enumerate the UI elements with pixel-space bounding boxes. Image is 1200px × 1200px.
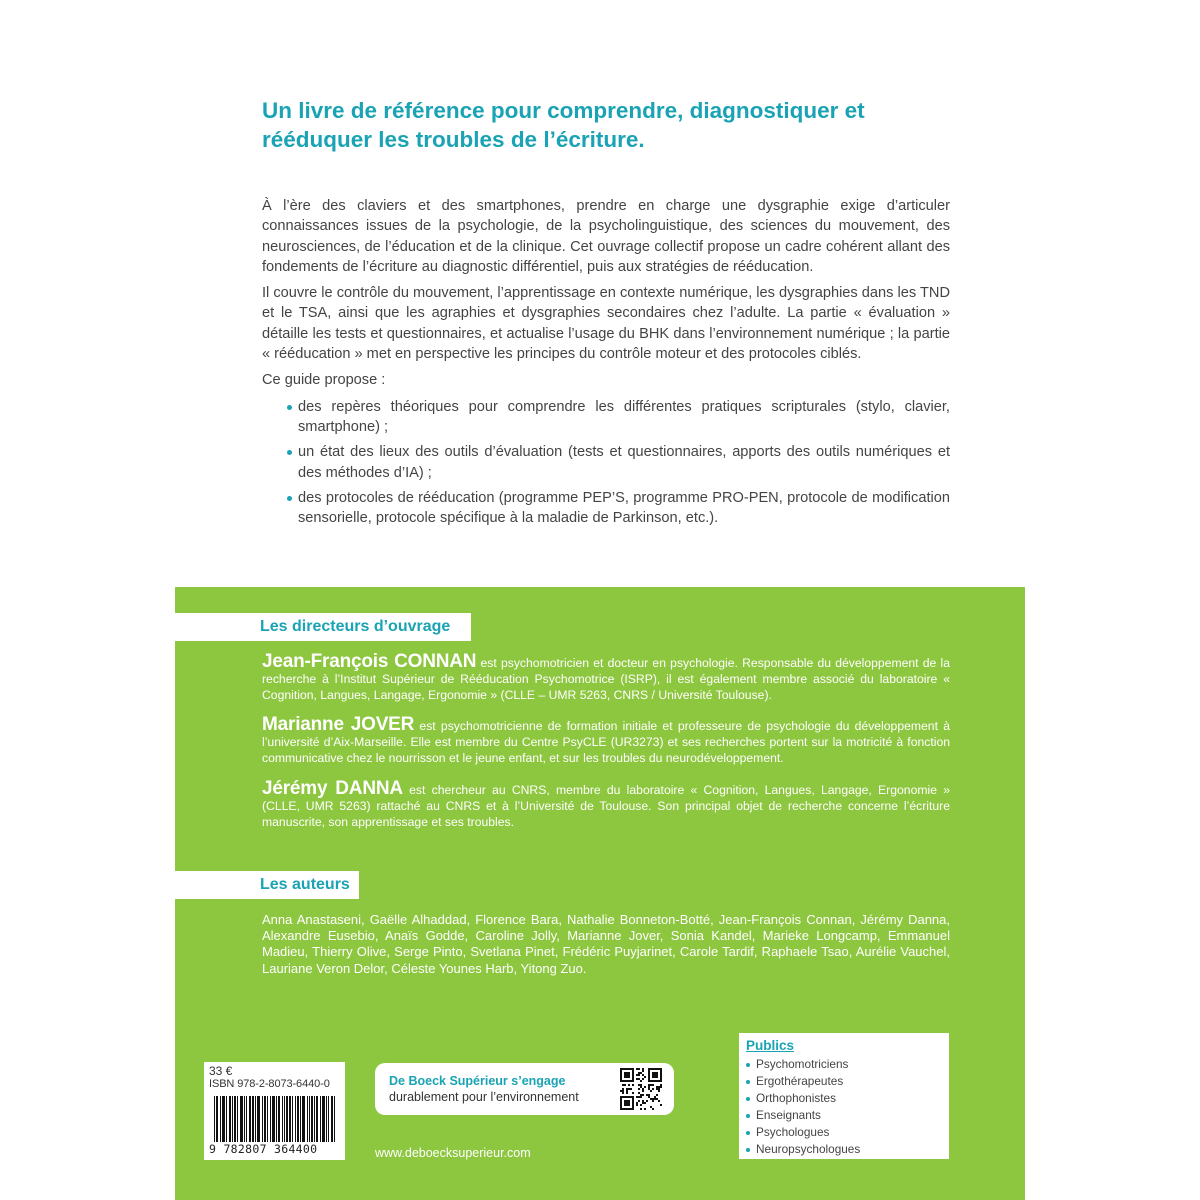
- publics-box: [739, 1033, 949, 1159]
- intro-paragraph: Il couvre le contrôle du mouvement, l’apprentissage en contexte numérique, les dysgraphies dans les TND et le TSA, ainsi que les agraphies et dysgraphies secondaires chez l’adulte. La partie « évaluation » détaille les tests et questionnaires, et actualise l’usage du BHK dans l’environnement numérique ; la partie « rééducation » met en perspective les principes du contrôle moteur et des protocoles ciblés.: [262, 285, 950, 363]
- website-link[interactable]: www.deboecksuperieur.com: [375, 1146, 531, 1160]
- feature-list: [262, 397, 950, 529]
- barcode-icon: [214, 1096, 336, 1142]
- feature-list-item: un état des lieux des outils d’évaluation (tests et questionnaires, apports des outils numériques et des méthodes d’IA) ;: [298, 442, 950, 483]
- director-bio: [262, 714, 950, 766]
- director-bio-text: est chercheur au CNRS, membre du laboratoire « Cognition, Langues, Langage, Ergonomie » (CLLE, UMR 5263) rattaché au CNRS et à l’Université de Toulouse. Son principal objet de recherche concerne l’écriture manuscrite, son apprentissage et ses troubles.: [262, 783, 950, 829]
- publics-item: Psychologues: [746, 1124, 949, 1141]
- eco-commitment-text: durablement pour l’environnement: [389, 1090, 579, 1104]
- director-name: Marianne JOVER: [262, 714, 415, 735]
- publics-item: Orthophonistes: [746, 1090, 949, 1107]
- director-bio: [262, 778, 950, 830]
- publics-title: Publics: [746, 1038, 795, 1053]
- headline: Un livre de référence pour comprendre, diagnostiquer et rééduquer les troubles de l’écriture.: [262, 98, 865, 152]
- director-bio-text: est psychomotricienne de formation initiale et professeure de psychologie du développement à l’université d’Aix-Marseille. Elle est membre du Centre PsyCLE (UR3273) et ses recherches portent sur la motricité à fonction communicative chez le nourrisson et le jeune enfant, et sur les troubles du neurodéveloppement.: [262, 719, 950, 765]
- publics-item: Ergothérapeutes: [746, 1073, 949, 1090]
- feature-list-item: des protocoles de rééducation (programme PEP’S, programme PRO-PEN, protocole de modification sensorielle, protocole spécifique à la maladie de Parkinson, etc.).: [298, 488, 950, 529]
- director-bio-text: est psychomotricien et docteur en psychologie. Responsable du développement de la recherche à l’Institut Supérieur de Rééducation Psychomotrice (ISRP), il est également membre associé du laboratoire « Cognition, Langues, Langage, Ergonomie » (CLLE – UMR 5263, CNRS / Université Toulouse).: [262, 656, 950, 702]
- director-name: Jean-François CONNAN: [262, 651, 477, 672]
- directors-heading: Les directeurs d’ouvrage: [175, 613, 471, 641]
- publics-item: Psychomotriciens: [746, 1056, 949, 1073]
- eco-commitment-banner: [375, 1063, 674, 1115]
- isbn: ISBN 978-2-8073-6440-0: [209, 1078, 330, 1090]
- feature-list-item: des repères théoriques pour comprendre les différentes pratiques scripturales (stylo, clavier, smartphone) ;: [298, 397, 950, 438]
- director-name: Jérémy DANNA: [262, 778, 403, 799]
- eco-commitment-title: De Boeck Supérieur s’engage: [389, 1074, 566, 1088]
- barcode-number: 9 782807 364400: [209, 1142, 318, 1156]
- price-isbn-box: [204, 1062, 345, 1160]
- authors-heading: Les auteurs: [175, 871, 359, 899]
- price: 33 €: [209, 1064, 233, 1078]
- authors-list: Anna Anastaseni, Gaëlle Alhaddad, Florence Bara, Nathalie Bonneton-Botté, Jean-François Connan, Jérémy Danna, Alexandre Eusebio, Anaïs Godde, Caroline Jolly, Marianne Jover, Sonia Kandel, Marieke Longcamp, Emmanuel Madieu, Thierry Olive, Serge Pinto, Svetlana Pinet, Frédéric Puyjarinet, Carole Tardif, Raphaele Tsao, Aurélie Vauchel, Lauriane Veron Delor, Céleste Younes Harb, Yitong Zuo.: [262, 912, 950, 976]
- intro-paragraph: À l’ère des claviers et des smartphones, prendre en charge une dysgraphie exige d’articuler connaissances issues de la psychologie, de la psycholinguistique, des sciences du mouvement, des neurosciences, de l’éducation et de la clinique. Cet ouvrage collectif propose un cadre cohérent allant des fondements de l’écriture au diagnostic différentiel, puis aux stratégies de rééducation.: [262, 198, 950, 275]
- intro-text: [262, 196, 950, 533]
- intro-paragraph: Ce guide propose :: [262, 372, 386, 389]
- qr-code-icon[interactable]: [620, 1068, 662, 1110]
- publics-item: Enseignants: [746, 1107, 949, 1124]
- publics-list: [746, 1056, 949, 1158]
- publics-item: Neuropsychologues: [746, 1141, 949, 1158]
- director-bio: [262, 651, 950, 703]
